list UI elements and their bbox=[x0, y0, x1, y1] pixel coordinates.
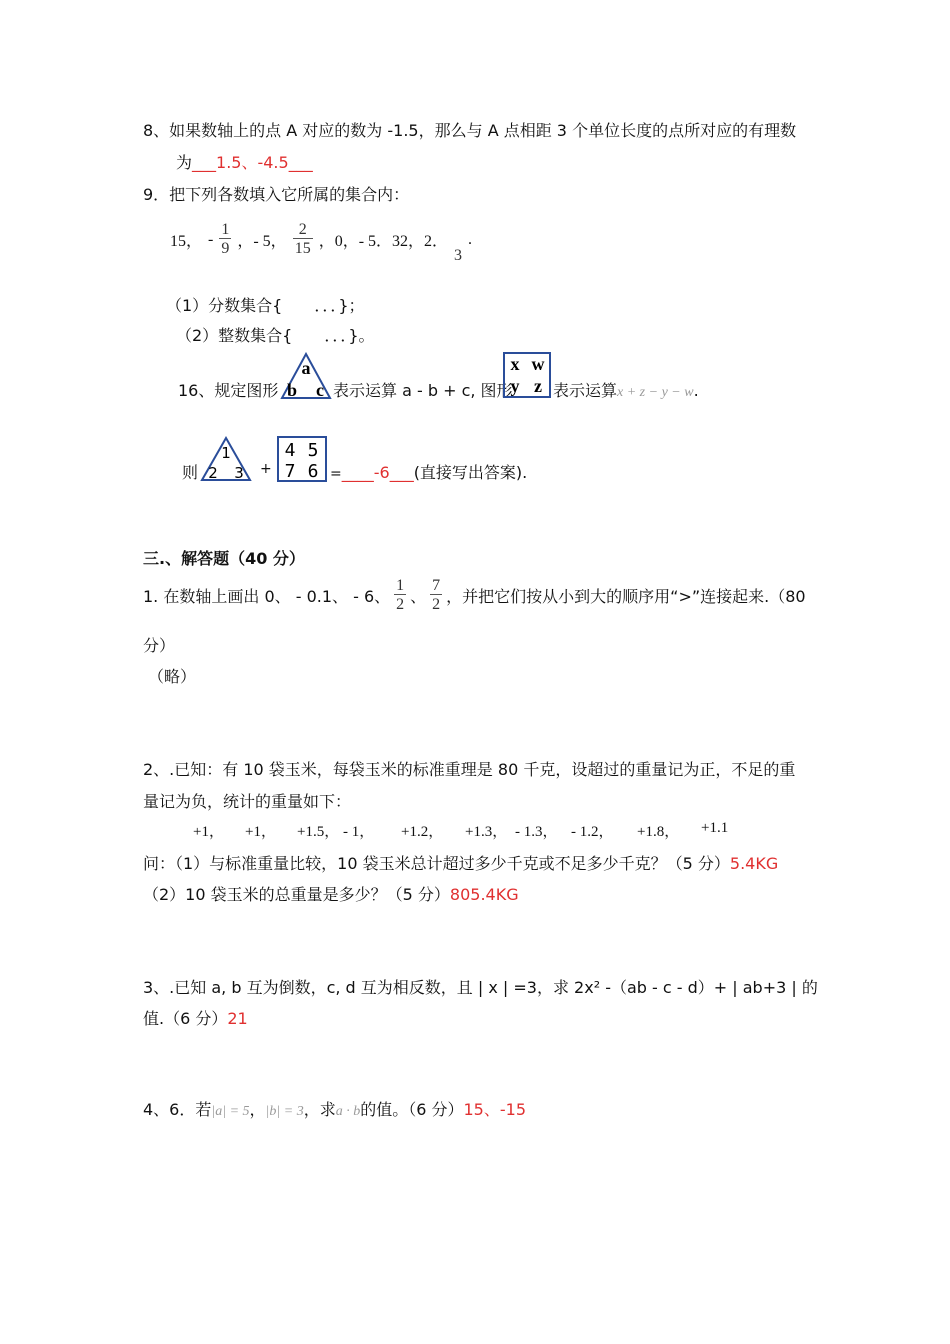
q9-n2-sign: - bbox=[208, 230, 214, 248]
q16-answer: -6 bbox=[373, 463, 390, 482]
q9-n2-num: 1 bbox=[221, 221, 230, 238]
p1-text1: 1. 在数轴上画出 0、 - 0.1、 - 6、 bbox=[143, 587, 391, 606]
p2-value: - 1.2， bbox=[571, 824, 614, 840]
q9-set2: （2）整数集合{ ．．．}。 bbox=[176, 326, 375, 345]
triangle-figure-numbers bbox=[200, 436, 252, 482]
p3-line2 bbox=[143, 1006, 248, 1029]
q9-numbers bbox=[170, 221, 473, 264]
triangle-figure-letters bbox=[280, 352, 332, 400]
p4-expr-b: |b| = 3 bbox=[265, 1104, 304, 1119]
q8-line2 bbox=[176, 150, 313, 173]
q9-n4-num: 2 bbox=[298, 221, 307, 238]
tri-val-c: 3 bbox=[234, 464, 244, 482]
q8-answer: 1.5、-4.5 bbox=[216, 153, 289, 172]
p4-answer: 15、-15 bbox=[463, 1100, 526, 1119]
q9-set1: （1）分数集合{ ．．．}； bbox=[166, 296, 365, 315]
tri-a: a bbox=[301, 358, 311, 378]
square-figure-numbers bbox=[277, 436, 327, 482]
q16-rule2-label: 表示运算 bbox=[553, 381, 618, 400]
q9-end: . bbox=[468, 230, 473, 248]
q16-end: . bbox=[693, 381, 699, 400]
q16-rule2-expr: x + z − y − w bbox=[617, 385, 694, 400]
p4-expr-ab: a · b bbox=[335, 1104, 361, 1119]
p1-sep: 、 bbox=[410, 587, 427, 606]
p2-question2 bbox=[143, 882, 519, 905]
p4-mid: ，求 bbox=[303, 1100, 336, 1119]
sq-x: x bbox=[510, 354, 520, 374]
section3-title: 三.、解答题（40 分） bbox=[143, 549, 305, 568]
q8-line1: 8、如果数轴上的点 A 对应的数为 -1.5，那么与 A 点相距 3 个单位长度的点所对应的有理数 bbox=[143, 121, 797, 140]
p1-fraction-7-2 bbox=[430, 578, 442, 613]
q8-blank-left: ___ bbox=[192, 153, 217, 172]
q9-n6: 3 bbox=[454, 246, 463, 264]
p2-line1: 2、.已知：有 10 袋玉米，每袋玉米的标准重理是 80 千克，设超过的重量记为正，不足的重 bbox=[143, 760, 796, 779]
q9-n1: 15， bbox=[170, 233, 203, 250]
q9-fraction-1-9 bbox=[219, 222, 231, 257]
q8-prefix: 为 bbox=[176, 153, 193, 172]
p3-line1: 3、.已知 a, b 互为倒数，c, d 互为相反数，且 | x | =3，求 2x² -（ab - c - d）+ | ab+3 | 的 bbox=[143, 978, 818, 997]
sq-z: z bbox=[534, 376, 542, 396]
q16-plus: + bbox=[260, 461, 272, 477]
tri-val-b: 2 bbox=[208, 464, 218, 482]
p1-f1-num: 1 bbox=[396, 577, 405, 594]
p2-question1 bbox=[143, 851, 778, 874]
q9-n2-den: 9 bbox=[221, 240, 230, 257]
sq-val-w: 5 bbox=[307, 440, 319, 461]
p1-f2-den: 2 bbox=[432, 596, 441, 613]
p4-suffix: 的值。（6 分） bbox=[360, 1100, 464, 1119]
p1-text2: ，并把它们按从小到大的顺序用“>”连接起来.（80 bbox=[446, 587, 806, 606]
sq-y: y bbox=[510, 376, 520, 396]
p1-line1 bbox=[143, 578, 806, 613]
p1-f2-num: 7 bbox=[432, 577, 441, 594]
q9-title: 9．把下列各数填入它所属的集合内： bbox=[143, 185, 410, 204]
q9-fraction-2-15 bbox=[293, 222, 313, 257]
p4-expr-a: |a| = 5 bbox=[211, 1104, 250, 1119]
p2-value: - 1.3， bbox=[515, 824, 558, 840]
p2-value: +1.5， bbox=[297, 824, 340, 840]
tri-val-a: 1 bbox=[221, 444, 231, 462]
q16-result bbox=[330, 460, 527, 483]
square-figure-letters bbox=[503, 352, 551, 398]
sq-val-x: 4 bbox=[284, 440, 296, 461]
q16-blank-right: ___ bbox=[389, 463, 414, 482]
p2-q1: 问：（1）与标准重量比较，10 袋玉米总计超过多少千克或不足多少千克？（5 分） bbox=[143, 854, 730, 873]
q16-rule1: 表示运算 a - b + c, 图形 bbox=[333, 381, 513, 400]
q16-rule2 bbox=[553, 378, 699, 401]
q16-prefix: 16、规定图形 bbox=[178, 381, 279, 400]
sq-w: w bbox=[531, 354, 545, 374]
q9-n4-den: 15 bbox=[294, 240, 311, 257]
p2-value: +1.1 bbox=[701, 820, 729, 836]
p2-value: - 1， bbox=[343, 824, 375, 840]
p4-line bbox=[143, 1097, 526, 1120]
p3-text2: 值.（6 分） bbox=[143, 1009, 228, 1028]
tri-b: b bbox=[286, 380, 298, 400]
q9-n5: ，0，- 5．32，2． bbox=[318, 233, 449, 250]
q16-note: (直接写出答案). bbox=[413, 463, 528, 482]
sq-val-z: 6 bbox=[307, 461, 319, 482]
p4-prefix: 4、6．若 bbox=[143, 1100, 212, 1119]
tri-c: c bbox=[316, 380, 324, 400]
p2-value: +1， bbox=[193, 824, 224, 840]
q8-blank-right: ___ bbox=[288, 153, 313, 172]
q16-equals: = bbox=[330, 466, 342, 482]
p2-a2: 805.4KG bbox=[449, 885, 519, 904]
p2-line2: 量记为负，统计的重量如下： bbox=[143, 792, 352, 811]
p1-fraction-1-2 bbox=[394, 578, 406, 613]
p1-omit: （略） bbox=[148, 667, 197, 686]
p2-a1: 5.4KG bbox=[729, 854, 779, 873]
q9-n3: ，- 5， bbox=[237, 233, 287, 250]
p3-answer: 21 bbox=[227, 1009, 248, 1028]
q16-blank-left: ____ bbox=[341, 463, 374, 482]
p4-sep: ， bbox=[249, 1100, 266, 1119]
p1-text3: 分） bbox=[143, 636, 176, 655]
p1-f1-den: 2 bbox=[396, 596, 405, 613]
p2-q2: （2）10 袋玉米的总重量是多少？（5 分） bbox=[143, 885, 450, 904]
p2-value: +1， bbox=[245, 824, 276, 840]
p2-value: +1.3， bbox=[465, 824, 508, 840]
p2-value: +1.8， bbox=[637, 824, 680, 840]
q16-then: 则 bbox=[182, 463, 199, 482]
sq-val-y: 7 bbox=[284, 461, 296, 482]
p2-value: +1.2， bbox=[401, 824, 444, 840]
